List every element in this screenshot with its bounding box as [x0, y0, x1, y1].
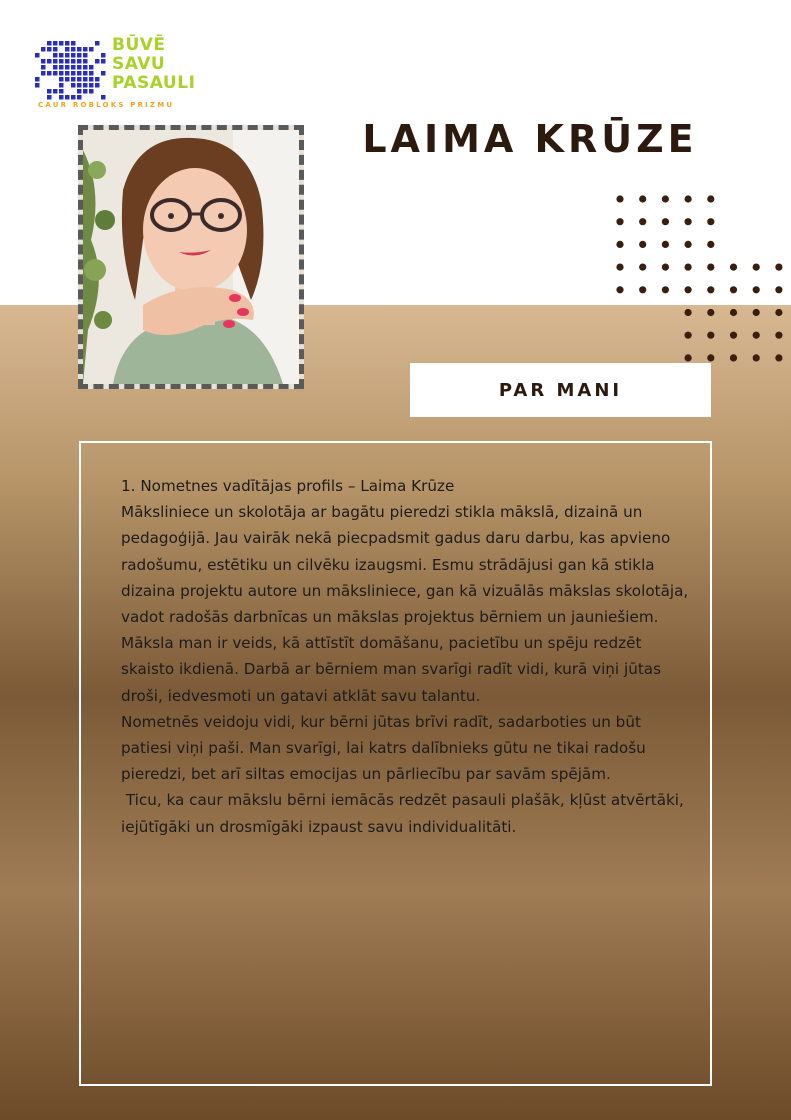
- logo-line-2: SAVU: [112, 54, 166, 74]
- decorative-dot: [616, 286, 623, 293]
- logo-pixel: [47, 47, 52, 52]
- logo-pixel: [71, 71, 76, 76]
- logo-pixel: [71, 65, 76, 70]
- logo-pixel: [89, 89, 94, 94]
- logo-pixel: [53, 53, 58, 58]
- logo-pixel: [53, 59, 58, 64]
- decorative-dot: [639, 218, 646, 225]
- decorative-dot: [639, 264, 646, 271]
- logo-pixel: [71, 83, 76, 88]
- logo-pixel: [77, 77, 82, 82]
- decorative-dot: [662, 218, 669, 225]
- logo-pixel: [53, 41, 58, 46]
- decorative-dot: [775, 354, 782, 361]
- decorative-dot: [685, 354, 692, 361]
- decorative-dot: [685, 286, 692, 293]
- decorative-dot: [707, 241, 714, 248]
- logo-pixel: [59, 65, 64, 70]
- logo-pixel: [89, 71, 94, 76]
- logo-pixel: [59, 59, 64, 64]
- logo-pixel: [83, 77, 88, 82]
- logo-pixel: [77, 53, 82, 58]
- decorative-dot: [753, 332, 760, 339]
- logo-pixel: [77, 71, 82, 76]
- logo-pixel: [53, 71, 58, 76]
- logo-pixel: [77, 47, 82, 52]
- decorative-dot: [707, 332, 714, 339]
- logo-pixel: [95, 41, 100, 46]
- logo-pixel: [53, 47, 58, 52]
- bio-heading: 1. Nometnes vadītājas profils – Laima Krūze: [121, 477, 455, 495]
- bio-paragraph-2: Māksla man ir veids, kā attīstīt domāšanu, pacietību un spēju redzēt skaisto ikdienā. Darbā ar bērniem man svarīgi radīt vidi, kurā viņi jūtas droši, iedvesmoti un gatavi atklāt savu talantu.: [121, 634, 661, 705]
- decorative-dot: [753, 264, 760, 271]
- pixel-globe-icon: [34, 40, 108, 102]
- logo-pixel: [89, 47, 94, 52]
- logo-pixel: [101, 59, 106, 64]
- portrait-image: [83, 130, 299, 384]
- logo-pixel: [35, 53, 40, 58]
- decorative-dot: [662, 195, 669, 202]
- logo: [34, 36, 204, 116]
- bio-paragraph-4: Ticu, ka caur mākslu bērni iemācās redzēt pasauli plašāk, kļūst atvērtāki, iejūtīgāki un drosmīgāki izpaust savu individualitāti.: [121, 791, 689, 836]
- logo-pixel: [101, 95, 106, 100]
- logo-pixel: [101, 71, 106, 76]
- decorative-dot: [707, 354, 714, 361]
- logo-pixel: [59, 77, 64, 82]
- logo-pixel: [65, 59, 70, 64]
- logo-pixel: [83, 47, 88, 52]
- decorative-dot: [753, 354, 760, 361]
- decorative-dot: [775, 286, 782, 293]
- logo-pixel: [101, 53, 106, 58]
- logo-pixel: [65, 95, 70, 100]
- decorative-dot: [730, 354, 737, 361]
- logo-pixel: [53, 89, 58, 94]
- logo-pixel: [59, 95, 64, 100]
- decorative-dot: [685, 195, 692, 202]
- logo-wordmark: [112, 36, 195, 93]
- logo-pixel: [47, 59, 52, 64]
- decorative-dot: [775, 332, 782, 339]
- logo-line-3: PASAULI: [112, 73, 196, 93]
- about-me-heading: PAR MANI: [498, 379, 623, 401]
- logo-pixel: [77, 89, 82, 94]
- logo-pixel: [65, 71, 70, 76]
- logo-pixel: [65, 47, 70, 52]
- page-title: LAIMA KRŪZE: [362, 117, 698, 161]
- decorative-dot: [685, 264, 692, 271]
- about-me-heading-box: [410, 363, 711, 417]
- logo-pixel: [83, 89, 88, 94]
- logo-pixel: [77, 95, 82, 100]
- logo-pixel: [65, 65, 70, 70]
- decorative-dot: [639, 195, 646, 202]
- logo-pixel: [95, 77, 100, 82]
- decorative-dot: [730, 264, 737, 271]
- decorative-dot: [730, 286, 737, 293]
- portrait-photo: [78, 125, 304, 389]
- decorative-dot: [685, 309, 692, 316]
- logo-pixel: [59, 53, 64, 58]
- logo-pixel: [77, 65, 82, 70]
- logo-pixel: [71, 47, 76, 52]
- logo-pixel: [83, 59, 88, 64]
- logo-pixel: [35, 77, 40, 82]
- logo-pixel: [41, 47, 46, 52]
- logo-pixel: [41, 65, 46, 70]
- bio-panel: [79, 441, 712, 1086]
- logo-pixel: [65, 53, 70, 58]
- decorative-dot: [616, 264, 623, 271]
- logo-pixel: [83, 71, 88, 76]
- decorative-dot: [662, 241, 669, 248]
- decorative-dot: [730, 332, 737, 339]
- logo-pixel: [35, 83, 40, 88]
- decorative-dot: [662, 286, 669, 293]
- logo-pixel: [71, 95, 76, 100]
- logo-pixel: [77, 83, 82, 88]
- logo-pixel: [83, 53, 88, 58]
- bio-text: [121, 473, 691, 840]
- logo-pixel: [47, 95, 52, 100]
- logo-pixel: [47, 41, 52, 46]
- decorative-dot: [662, 264, 669, 271]
- logo-pixel: [41, 71, 46, 76]
- logo-pixel: [89, 83, 94, 88]
- logo-pixel: [59, 41, 64, 46]
- decorative-dot: [616, 241, 623, 248]
- logo-pixel: [71, 53, 76, 58]
- logo-pixel: [95, 83, 100, 88]
- bio-paragraph-1: Māksliniece un skolotāja ar bagātu pieredzi stikla mākslā, dizainā un pedagoģijā. Jau vairāk nekā piecpadsmit gadus daru darbu, kas apvieno radošumu, estētiku un cilvēku izaugsmi. Esmu strādājusi gan kā stikla dizaina projektu autore un māksliniece, gan kā vizuālās mākslas skolotāja, vadot radošās darbnīcas un mākslas projektus bērniem un jauniešiem.: [121, 503, 689, 627]
- decorative-dot: [753, 309, 760, 316]
- decorative-dot: [775, 309, 782, 316]
- decorative-dot: [707, 218, 714, 225]
- decorative-dot: [639, 286, 646, 293]
- decorative-dot: [685, 241, 692, 248]
- decorative-dot: [616, 218, 623, 225]
- decorative-dot: [685, 332, 692, 339]
- logo-pixel: [71, 77, 76, 82]
- decorative-dot: [775, 264, 782, 271]
- decorative-dot: [616, 195, 623, 202]
- decorative-dot: [753, 286, 760, 293]
- logo-pixel: [89, 77, 94, 82]
- decorative-dot: [707, 195, 714, 202]
- logo-pixel: [83, 65, 88, 70]
- logo-pixel: [71, 59, 76, 64]
- logo-pixel: [47, 89, 52, 94]
- logo-pixel: [59, 83, 64, 88]
- decorative-dot: [707, 264, 714, 271]
- decorative-dot: [707, 286, 714, 293]
- logo-pixel: [77, 59, 82, 64]
- logo-pixel: [83, 83, 88, 88]
- logo-pixel: [59, 89, 64, 94]
- logo-pixel: [65, 77, 70, 82]
- logo-line-1: BŪVĒ: [112, 35, 166, 55]
- decorative-dot: [685, 218, 692, 225]
- decorative-dot-grid: [610, 190, 791, 370]
- logo-pixel: [53, 65, 58, 70]
- bio-paragraph-3: Nometnēs veidoju vidi, kur bērni jūtas brīvi radīt, sadarboties un būt patiesi viņi paši. Man svarīgi, lai katrs dalībnieks gūtu ne tikai radošu pieredzi, bet arī siltas emocijas un pārliecību par savām spējām.: [121, 712, 646, 784]
- decorative-dot: [730, 309, 737, 316]
- logo-pixel: [65, 41, 70, 46]
- logo-pixel: [47, 71, 52, 76]
- decorative-dot: [707, 309, 714, 316]
- logo-pixel: [71, 41, 76, 46]
- logo-tagline: CAUR ROBLOKS PRIZMU: [38, 101, 175, 109]
- decorative-dot: [639, 241, 646, 248]
- logo-pixel: [41, 59, 46, 64]
- logo-pixel: [59, 71, 64, 76]
- logo-pixel: [89, 65, 94, 70]
- logo-pixel: [95, 59, 100, 64]
